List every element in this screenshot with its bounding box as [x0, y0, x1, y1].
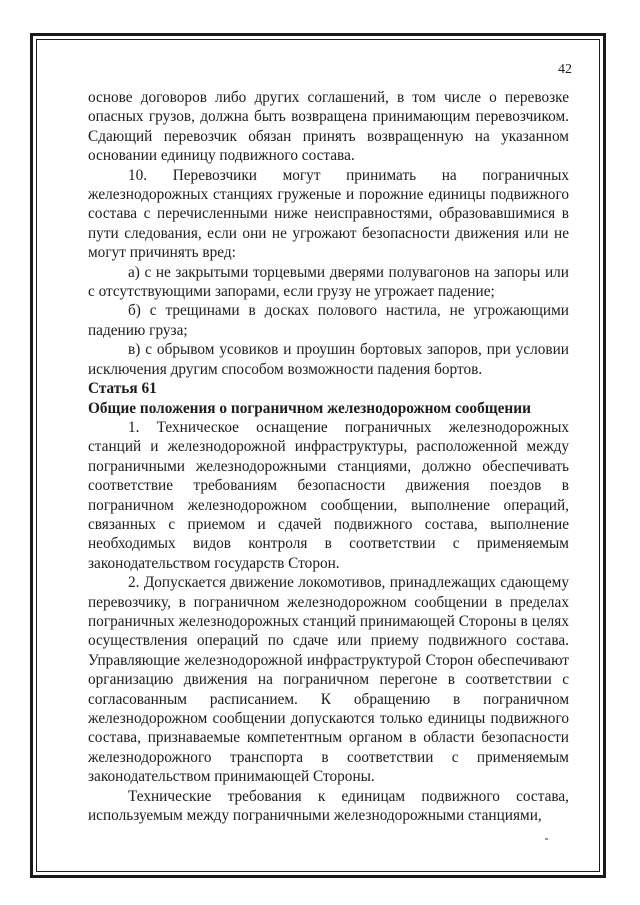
article-number: Статья 61 — [88, 380, 157, 398]
paragraph-item-1: 1. Техническое оснащение пограничных железнодорожных станций и железнодорожной инфраструктуры, расположенной между пограничными железнодорожными станциями, должно обеспечивать соответствие требованиям безопасности движения поездов в пограничном железнодорожном сообщении, выполнение операций, связанных с приемом и сдачей подвижного состава, выполнение необходимых видов контроля в соответствии с применяемым законодательством государств Сторон. — [88, 418, 569, 572]
paragraph-item-2: 2. Допускается движение локомотивов, принадлежащих сдающему перевозчику, в пограничном железнодорожном сообщении в пределах пограничных железнодорожных станций принимающей Стороны в целях осуществления операций по сдаче или приему подвижного состава. Управляющие железнодорожной инфраструктурой Сторон обеспечивают организацию движения на пограничном перегоне в соответствии с согласованным расписанием. К обращению в пограничном железнодорожном сообщении допускаются только единицы подвижного состава, признаваемые компетентным органом в области безопасности железнодорожного транспорта в соответствии с применяемым законодательством принимающей Стороны. — [88, 574, 569, 786]
paragraph-subitem-a: а) с не закрытыми торцевыми дверями полувагонов на запоры или с отсутствующими запорами, если грузу не угрожает падение; — [88, 263, 569, 301]
paragraph-subitem-c: в) с обрывом усовиков и проушин бортовых запоров, при условии исключения другим способом возможности падения бортов. — [88, 341, 569, 378]
paragraph-continuation: основе договоров либо других соглашений, в том числе о перевозке опасных грузов, должна быть возвращена принимающим перевозчиком. Сдающий перевозчик обязан принять возвращенную на указанном основании единицу подвижного состава. — [88, 89, 569, 165]
article-title: Общие положения о пограничном железнодорожном сообщении — [88, 399, 531, 417]
document-body — [88, 88, 569, 825]
page-number: 42 — [558, 62, 572, 77]
paragraph-technical-requirements: Технические требования к единицам подвижного состава, используемым между пограничными железнодорожными станциями, — [88, 787, 569, 825]
paragraph-item-10: 10. Перевозчики могут принимать на пограничных железнодорожных станциях груженые и порожние единицы подвижного состава с перечисленными ниже неисправностями, образовавшимися в пути следования, если они не угрожают безопасности движения или не могут причинять вред: — [88, 166, 569, 262]
paragraph-subitem-b: б) с трещинами в досках полового настила, не угрожающими падению груза; — [88, 302, 569, 339]
scan-speck — [545, 838, 548, 840]
